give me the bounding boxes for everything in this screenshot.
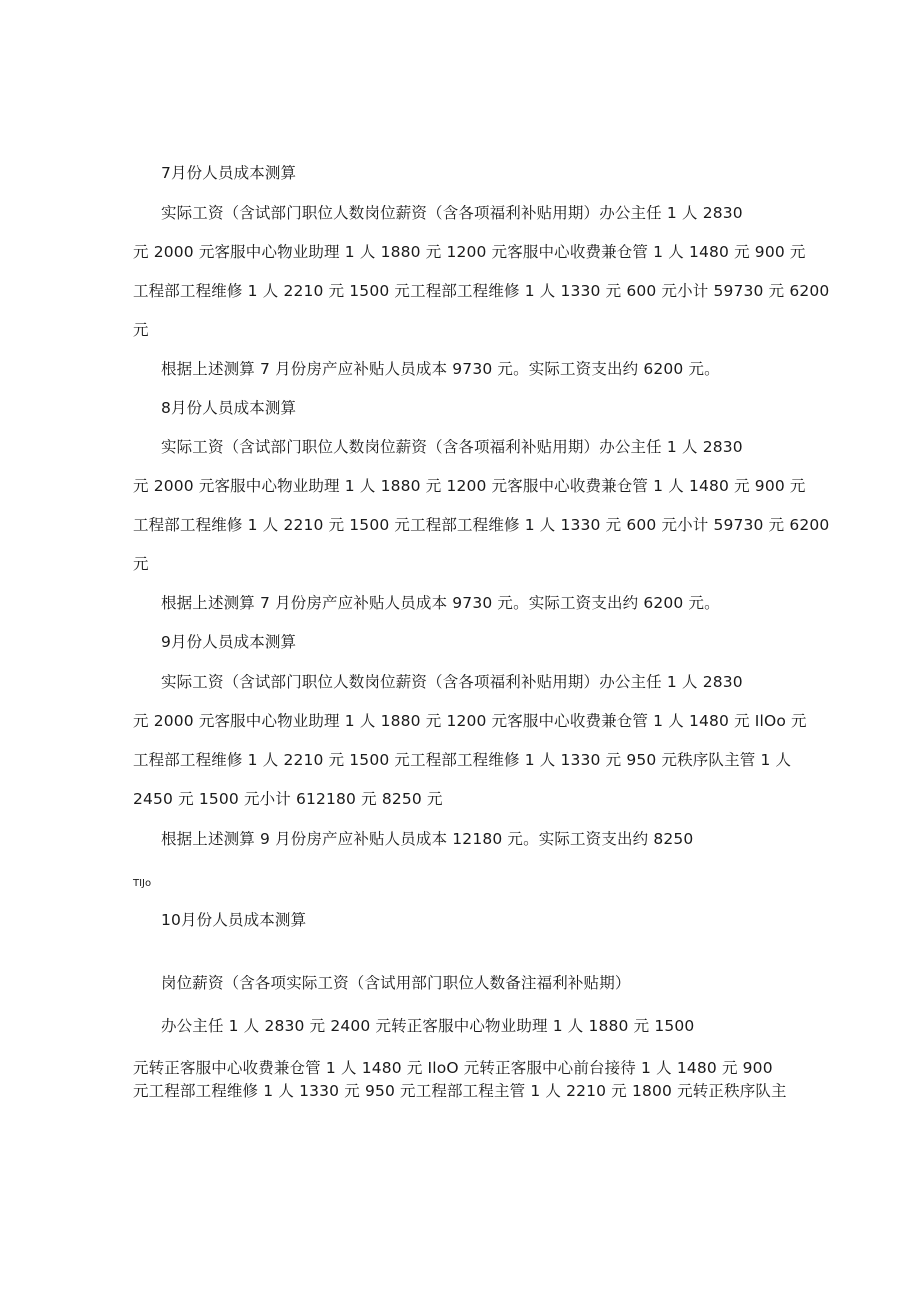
paragraph-line: 实际工资（含试部门职位人数岗位薪资（含各项福利补贴用期）办公主任 1 人 2830 <box>161 204 743 222</box>
table-row-line: 元转正客服中心收费兼仓管 1 人 1480 元 IloO 元转正客服中心前台接待 1 人 1480 元 900 <box>133 1059 773 1077</box>
section-heading-july: 7月份人员成本测算 <box>161 164 297 182</box>
paragraph-line: 元 2000 元客服中心物业助理 1 人 1880 元 1200 元客服中心收费兼仓管 1 人 1480 元 900 元 <box>133 477 806 495</box>
table-row-line: 元工程部工程维修 1 人 1330 元 950 元工程部工程主管 1 人 2210 元 1800 元转正秩序队主 <box>133 1082 787 1100</box>
conclusion-tail: TIJo <box>133 878 152 889</box>
paragraph-line: 元 <box>133 555 149 573</box>
paragraph-line: 元 2000 元客服中心物业助理 1 人 1880 元 1200 元客服中心收费兼仓管 1 人 1480 元 IlOo 元 <box>133 712 807 730</box>
paragraph-line: 元 2000 元客服中心物业助理 1 人 1880 元 1200 元客服中心收费兼仓管 1 人 1480 元 900 元 <box>133 243 806 261</box>
section-heading-september: 9月份人员成本测算 <box>161 633 297 651</box>
paragraph-line: 工程部工程维修 1 人 2210 元 1500 元工程部工程维修 1 人 1330 元 950 元秩序队主管 1 人 <box>133 751 792 769</box>
table-row-line: 办公主任 1 人 2830 元 2400 元转正客服中心物业助理 1 人 1880 元 1500 <box>161 1017 695 1035</box>
paragraph-line: 实际工资（含试部门职位人数岗位薪资（含各项福利补贴用期）办公主任 1 人 2830 <box>161 673 743 691</box>
section-heading-october: 10月份人员成本测算 <box>161 911 307 929</box>
conclusion-line: 根据上述测算 9 月份房产应补贴人员成本 12180 元。实际工资支出约 8250 <box>161 830 694 848</box>
section-heading-august: 8月份人员成本测算 <box>161 399 297 417</box>
paragraph-line: 2450 元 1500 元小计 612180 元 8250 元 <box>133 790 443 808</box>
conclusion-line: 根据上述测算 7 月份房产应补贴人员成本 9730 元。实际工资支出约 6200 元。 <box>161 594 720 612</box>
table-header-line: 岗位薪资（含各项实际工资（含试用部门职位人数备注福利补贴期） <box>161 974 631 992</box>
paragraph-line: 元 <box>133 321 149 339</box>
paragraph-line: 工程部工程维修 1 人 2210 元 1500 元工程部工程维修 1 人 1330 元 600 元小计 59730 元 6200 <box>133 516 830 534</box>
paragraph-line: 工程部工程维修 1 人 2210 元 1500 元工程部工程维修 1 人 1330 元 600 元小计 59730 元 6200 <box>133 282 830 300</box>
paragraph-line: 实际工资（含试部门职位人数岗位薪资（含各项福利补贴用期）办公主任 1 人 2830 <box>161 438 743 456</box>
conclusion-line: 根据上述测算 7 月份房产应补贴人员成本 9730 元。实际工资支出约 6200 元。 <box>161 360 720 378</box>
